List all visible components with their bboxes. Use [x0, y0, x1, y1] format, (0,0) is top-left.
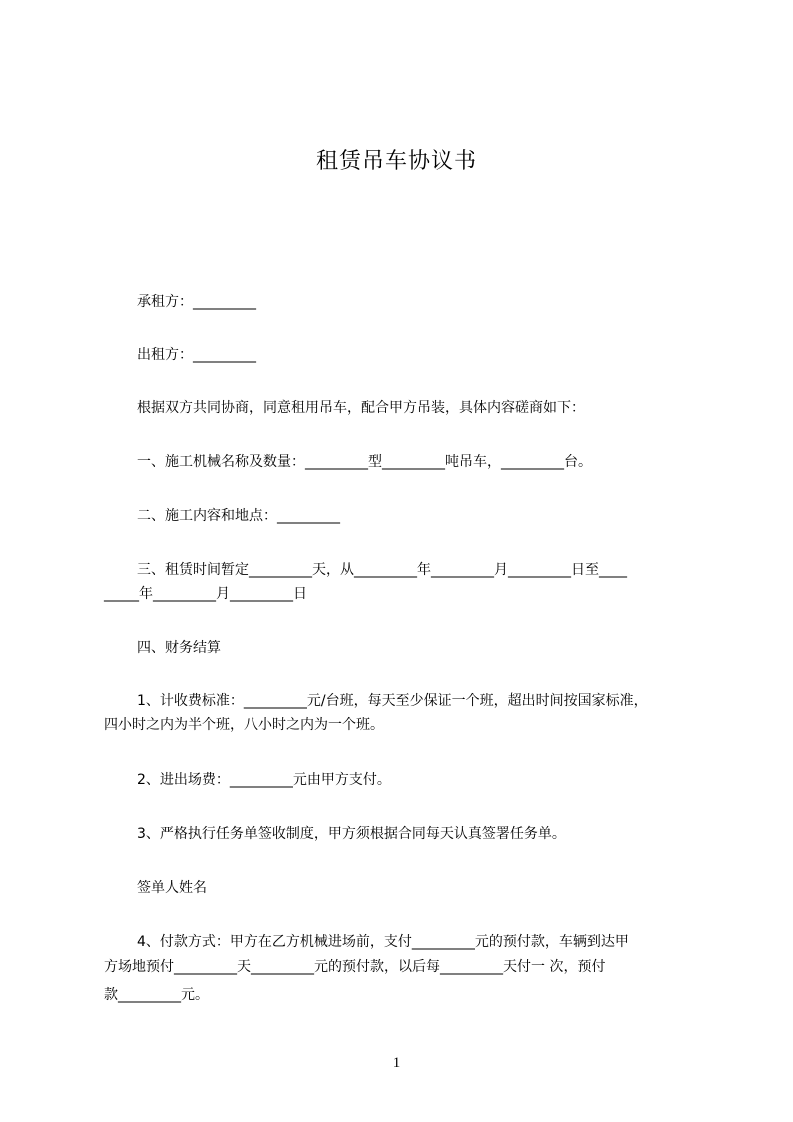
page-number: 1 — [392, 1055, 401, 1071]
item-4-line-3: 款_________元。 — [104, 987, 209, 1003]
clause-2: 二、施工内容和地点：_________ — [137, 508, 340, 524]
signer-name-label: 签单人姓名 — [137, 880, 207, 896]
item-4-line-2: 方场地预付_________天_________元的预付款，以后每_________天付一 次，预付 — [104, 959, 606, 975]
intro-paragraph: 根据双方共同协商，同意租用吊车，配合甲方吊装，具体内容磋商如下： — [137, 400, 585, 416]
clause-1: 一、施工机械名称及数量：_________型_________吨吊车，_________台。 — [137, 454, 592, 470]
item-3: 3、严格执行任务单签收制度，甲方须根据合同每天认真签署任务单。 — [137, 826, 566, 842]
item-1-line-2: 四小时之内为半个班，八小时之内为一个班。 — [104, 717, 384, 733]
item-1-line-1: 1、计收费标准：_________元/台班，每天至少保证一个班，超出时间按国家标准， — [137, 693, 648, 709]
clause-3-line-1: 三、租赁时间暂定_________天，从_________年_________月_________日至____ — [137, 562, 627, 578]
item-4-line-1: 4、付款方式：甲方在乙方机械进场前，支付_________元的预付款，车辆到达甲 — [137, 934, 629, 950]
clause-3-line-2: _____年_________月_________日 — [104, 586, 307, 602]
lessor-line: 出租方：_________ — [137, 347, 256, 363]
lessee-line: 承租方：_________ — [137, 294, 256, 310]
document-title: 租赁吊车协议书 — [315, 149, 477, 174]
clause-4-heading: 四、财务结算 — [137, 640, 221, 656]
item-2: 2、进出场费：_________元由甲方支付。 — [137, 772, 391, 788]
